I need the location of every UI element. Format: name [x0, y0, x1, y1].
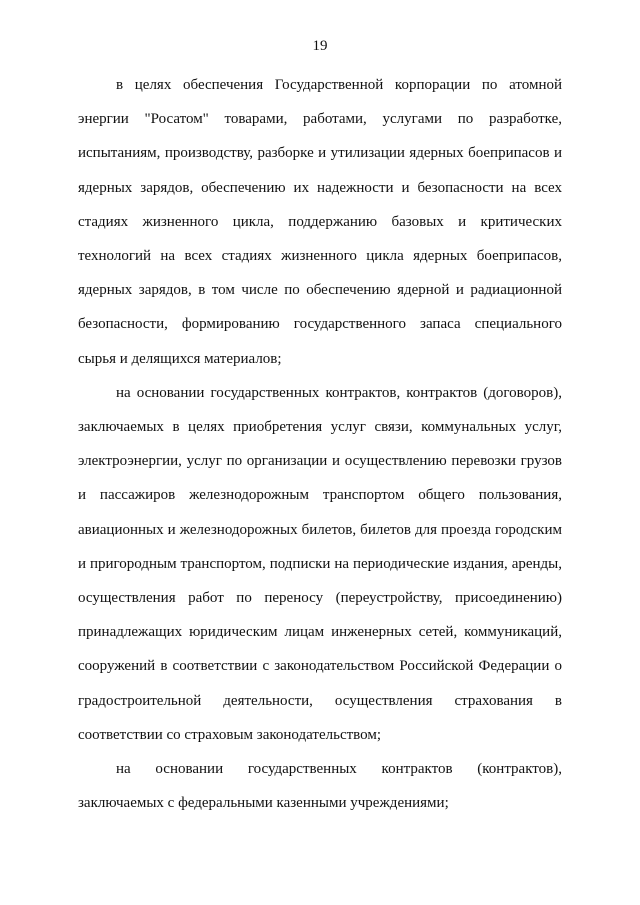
text-line: авиационных и железнодорожных билетов, билетов для проезда городским	[78, 521, 562, 538]
paragraph	[78, 68, 562, 376]
document-body	[78, 68, 562, 820]
text-line: на основании государственных контрактов, контрактов (договоров),	[116, 384, 562, 401]
text-line: на основании государственных контрактов (контрактов),	[116, 761, 562, 778]
text-line: заключаемых с федеральными казенными учреждениями;	[78, 795, 449, 812]
text-line: безопасности, формированию государственного запаса специального	[78, 316, 562, 333]
text-line: ядерных зарядов, в том числе по обеспечению ядерной и радиационной	[78, 282, 562, 299]
text-line: принадлежащих юридическим лицам инженерных сетей, коммуникаций,	[78, 624, 562, 641]
text-line: соответствии со страховым законодательством;	[78, 726, 382, 743]
text-line: сооружений в соответствии с законодательством Российской Федерации о	[78, 658, 562, 675]
text-line: и пассажиров железнодорожным транспортом общего пользования,	[78, 487, 562, 504]
text-line: стадиях жизненного цикла, поддержанию базовых и критических	[78, 213, 562, 230]
paragraph	[78, 752, 562, 820]
text-line: градостроительной деятельности, осуществления страхования в	[78, 692, 562, 709]
text-line: энергии "Росатом" товарами, работами, услугами по разработке,	[78, 111, 562, 128]
page-number: 19	[312, 38, 328, 54]
text-line: испытаниям, производству, разборке и утилизации ядерных боеприпасов и	[78, 145, 562, 162]
text-line: заключаемых в целях приобретения услуг связи, коммунальных услуг,	[78, 419, 562, 436]
text-line: в целях обеспечения Государственной корпорации по атомной	[116, 77, 562, 93]
text-line: сырья и делящихся материалов;	[78, 350, 282, 367]
text-line: осуществления работ по переносу (переустройству, присоединению)	[78, 590, 562, 607]
text-line: электроэнергии, услуг по организации и осуществлению перевозки грузов	[78, 453, 562, 470]
text-line: технологий на всех стадиях жизненного цикла ядерных боеприпасов,	[78, 248, 562, 265]
text-line: ядерных зарядов, обеспечению их надежности и безопасности на всех	[78, 179, 562, 196]
paragraph	[78, 376, 562, 752]
text-line: и пригородным транспортом, подписки на периодические издания, аренды,	[78, 555, 562, 572]
